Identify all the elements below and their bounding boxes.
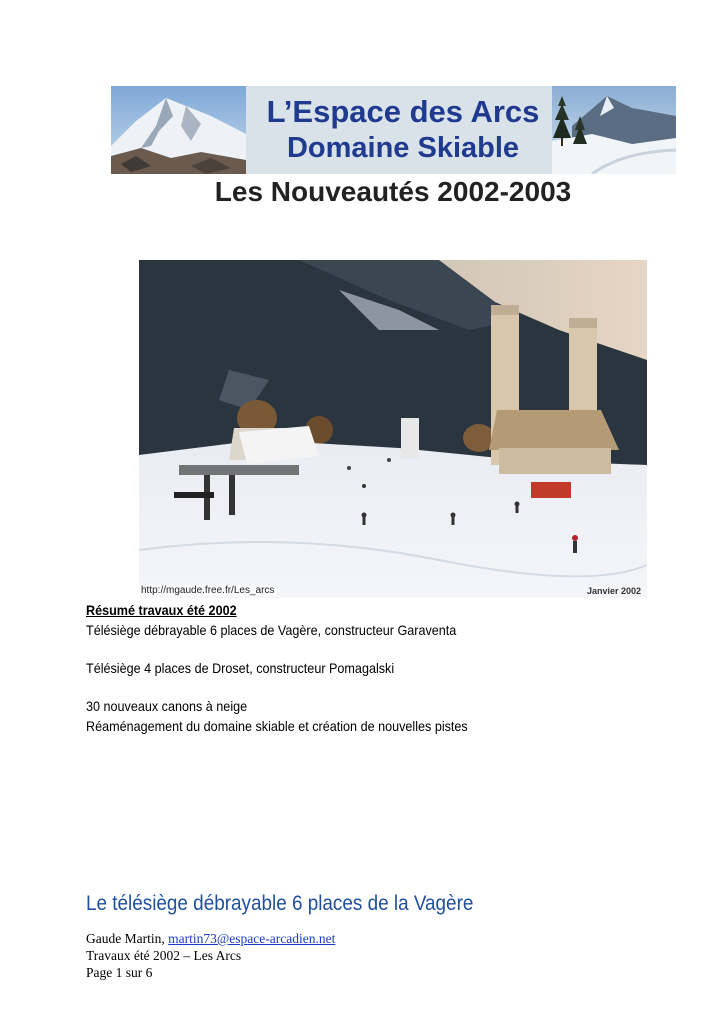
footer-subject: Travaux été 2002 – Les Arcs <box>86 948 242 963</box>
banner-title-area <box>246 86 552 174</box>
page-title: Les Nouveautés 2002-2003 <box>214 176 572 207</box>
mountain-photo-right <box>552 86 676 174</box>
ski-station-photo <box>139 260 647 598</box>
header-banner <box>111 86 676 174</box>
summary-item: Réaménagement du domaine skiable et création de nouvelles pistes <box>86 718 468 734</box>
summary-item: Télésiège débrayable 6 places de Vagère, constructeur Garaventa <box>86 622 457 638</box>
photo-caption-date: Janvier 2002 <box>586 586 641 596</box>
summary-heading: Résumé travaux été 2002 <box>86 602 237 618</box>
summary-item: Télésiège 4 places de Droset, constructeur Pomagalski <box>86 660 395 676</box>
footer-author-line <box>86 930 335 947</box>
banner-title-line2: Domaine Skiable <box>286 132 520 164</box>
footer-page-number: Page 1 sur 6 <box>86 965 153 980</box>
section-subtitle: Le télésiège débrayable 6 places de la Vagère <box>86 892 474 915</box>
banner-title-line1: L’Espace des Arcs <box>266 94 540 129</box>
photo-caption-url: http://mgaude.free.fr/Les_arcs <box>141 585 275 596</box>
footer-email-link[interactable]: martin73@espace-arcadien.net <box>168 931 336 946</box>
page-footer <box>86 930 335 981</box>
footer-author: Gaude Martin, <box>86 931 165 946</box>
summary-item: 30 nouveaux canons à neige <box>86 698 248 714</box>
summary-section <box>86 600 626 736</box>
mountain-photo-left <box>111 86 246 174</box>
